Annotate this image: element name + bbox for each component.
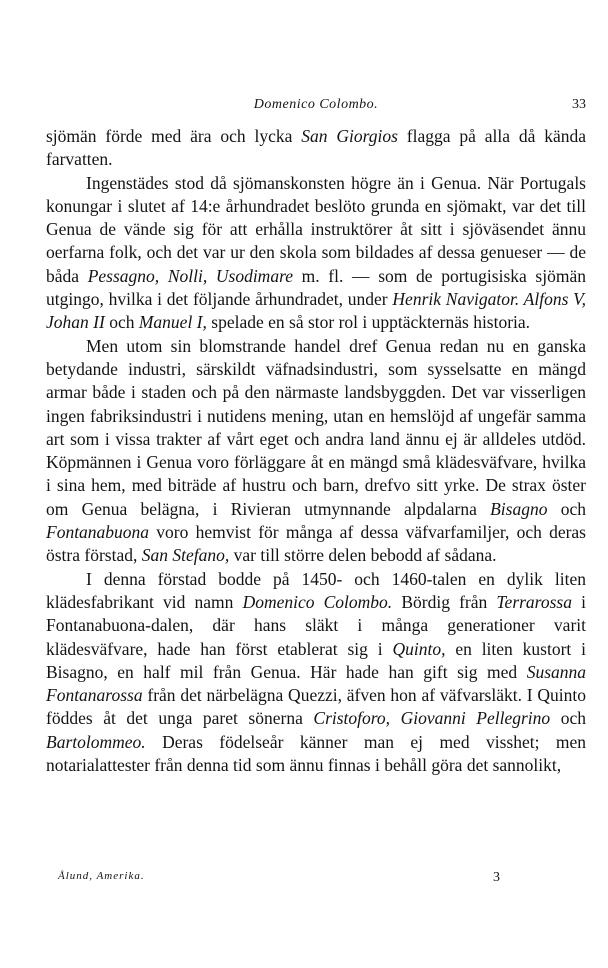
text-run: Bördig från xyxy=(392,591,497,612)
italic-name: Quinto, xyxy=(392,638,446,659)
text-run: och xyxy=(104,312,139,333)
italic-name: Cristoforo, Giovanni Pellegrino xyxy=(313,708,551,729)
italic-name: San Giorgios xyxy=(301,126,398,146)
italic-name: Bartolommeo. xyxy=(46,731,146,752)
italic-name: Terrarossa xyxy=(496,591,572,612)
paragraph-continuation xyxy=(46,125,586,172)
text-run: och xyxy=(547,498,586,519)
text-run: Men utom sin blomstrande handel dref Genua redan nu en ganska betydande industri, särskildt väfnadsindustri, som sysselsatte en mängd armar både i staden och på den närmaste landsbyggden. Det var visserligen ingen fabriksindustri i nutidens mening, utan en hemslöjd af ungefär samma art som i vissa trakter af vårt eget och andra land ännu ej är alldeles utdöd. Köpmännen i Genua voro förläggare åt en mängd små klädesväfvare, hvilka i sina hem, med biträde af hustru och barn, drefvo sitt yrke. De strax öster om Genua belägna, i Rivieran utmynnande alpdalarna xyxy=(46,335,586,519)
italic-name: Henrik Navigator. Alfons V, Johan II xyxy=(46,289,586,333)
paragraph-genoa-industry xyxy=(46,335,586,568)
text-run: voro hemvist för många af dessa väfvarfamiljer, och deras östra förstad, xyxy=(46,522,586,566)
text-run: var till större delen bebodd af sådana. xyxy=(229,545,497,566)
text-run: m. fl. — som de portugisiska sjömän utgingo, hvilka i det följande århundradet, under xyxy=(46,265,586,310)
signature-mark: Ålund, Amerika. xyxy=(58,870,145,882)
text-run: i Fontanabuona-dalen, där hans släkt i många generationer varit klädesväfvare, hade han först etablerat sig i xyxy=(46,591,586,659)
sheet-number: 3 xyxy=(493,870,500,885)
italic-name: San Stefano, xyxy=(141,545,230,566)
italic-name: Domenico Colombo. xyxy=(242,591,393,612)
text-run: och xyxy=(550,708,586,729)
page-footer xyxy=(46,870,586,890)
text-run: spelade en så stor rol i upptäckternäs historia. xyxy=(206,312,531,333)
italic-name: Susanna Fontanarossa xyxy=(46,661,586,706)
text-run: I denna förstad bodde på 1450- och 1460-talen en dylik liten klädesfabrikant vid namn xyxy=(46,568,586,612)
text-run: Deras födelseår känner man ej med visshet; men notarialattester från denna tid som ännu finnas i behåll göra det sannolikt, xyxy=(46,731,586,776)
paragraph-domenico-colombo xyxy=(46,568,586,778)
text-run: en liten kustort i Bisagno, en half mil från Genua. Här hade han gift sig med xyxy=(46,638,586,682)
text-run: flagga på alla då kända farvatten. xyxy=(46,126,586,170)
italic-name: Manuel I, xyxy=(138,312,207,333)
running-title: Domenico Colombo. xyxy=(253,97,379,112)
italic-name: Pessagno, Nolli, Usodimare xyxy=(87,265,293,286)
page-number: 33 xyxy=(572,97,586,112)
paragraph-portuguese-seafaring xyxy=(46,172,586,335)
italic-name: Fontanabuona xyxy=(46,522,150,543)
text-run: Ingenstädes stod då sjömanskonsten högre än i Genua. När Portugals konungar i slutet af 14:e århundradet beslöto grunda en sjömakt, var det till Genua de vände sig för att erhålla instruktörer åt sitt i sjöväsendet ännu oerfarna folk, och det var ur den skola som bildades af dessa genueser — de båda xyxy=(46,172,586,286)
text-run: från det närbelägna Quezzi, äfven hon af väfvarsläkt. I Quinto föddes åt det unga paret sönerna xyxy=(46,685,586,729)
text-run: sjömän förde med ära och lycka xyxy=(46,126,302,146)
body-text xyxy=(46,125,586,777)
running-head xyxy=(46,97,586,121)
italic-name: Bisagno xyxy=(490,498,548,519)
